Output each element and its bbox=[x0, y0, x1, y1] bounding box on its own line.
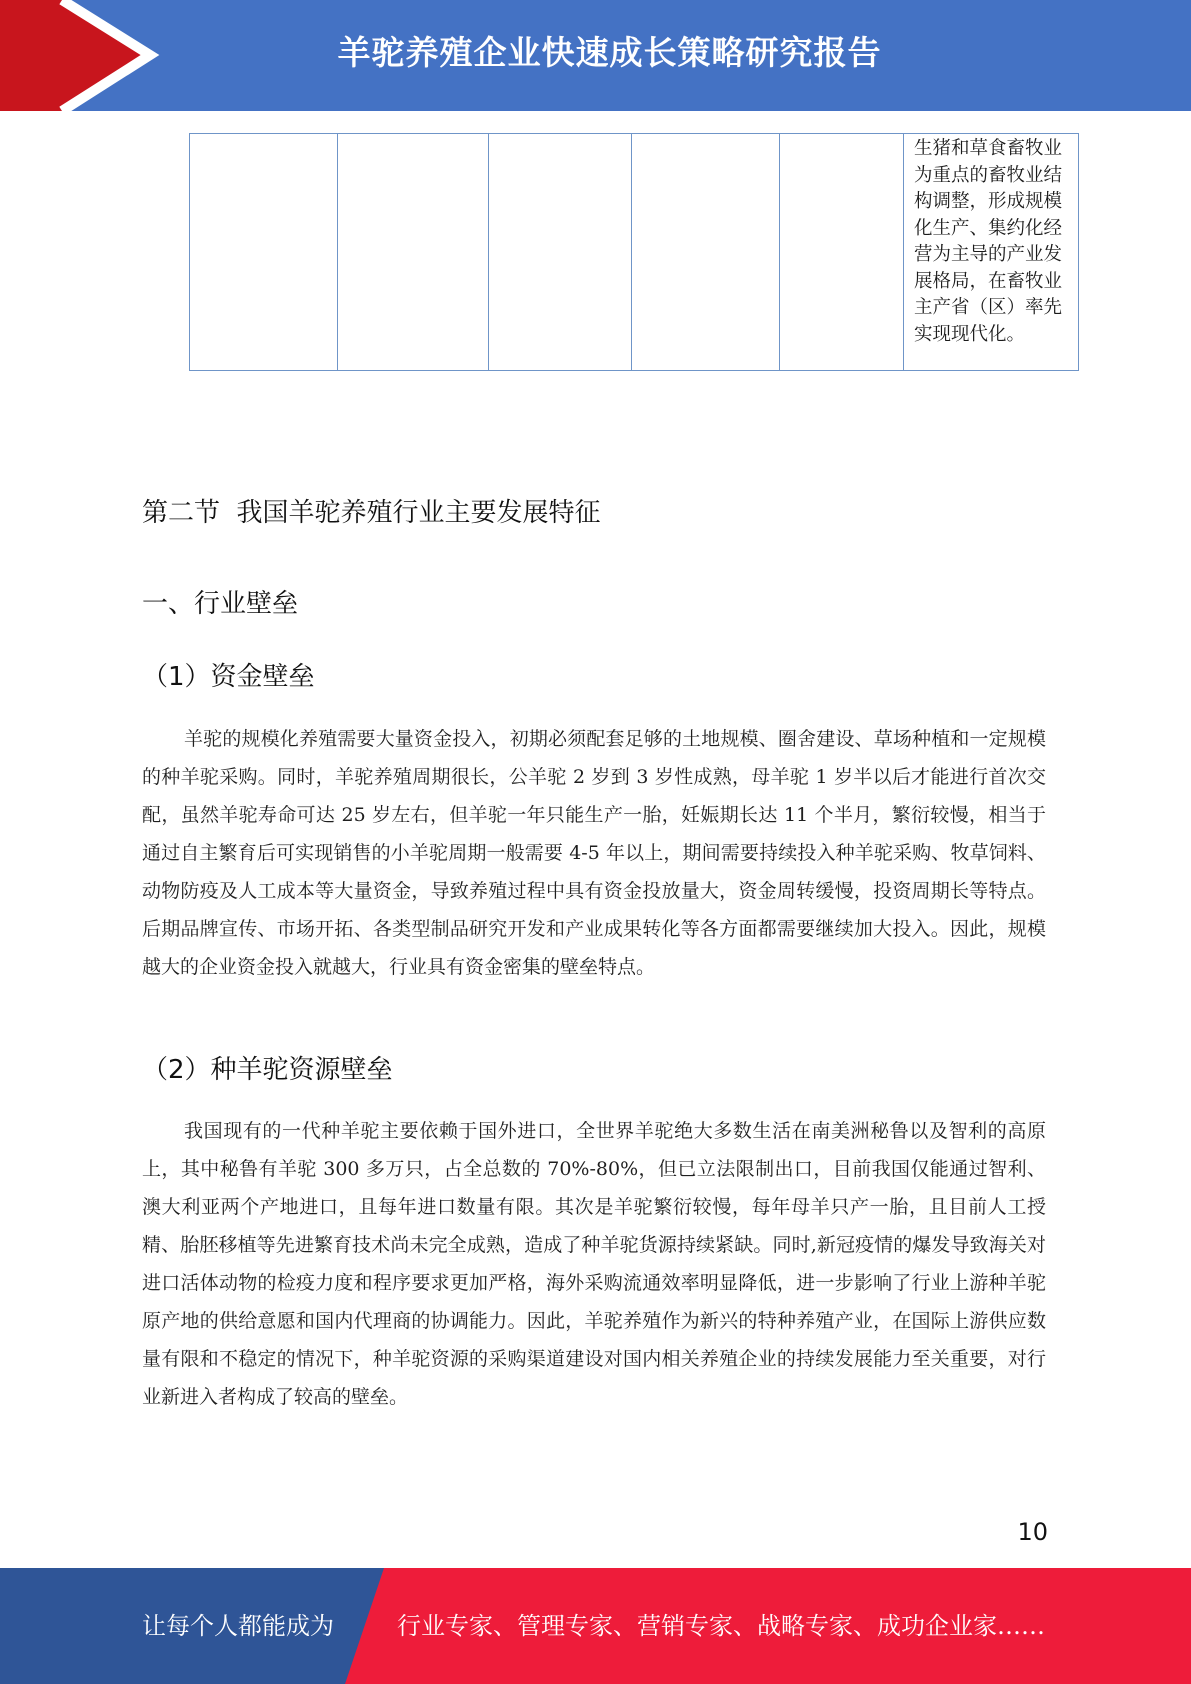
barrier-paragraph-breeding-stock: 我国现有的一代种羊驼主要依赖于国外进口，全世界羊驼绝大多数生活在南美洲秘鲁以及智利的高原上，其中秘鲁有羊驼 300 多万只，占全总数的 70%-80%，但已立法限制出口，目前我国仅能通过智利、澳大利亚两个产地进口，且每年进口数量有限。其次是羊驼繁衍较慢，每年母羊只产一胎，且目前人工授精、胎胚移植等先进繁育技术尚未完全成熟，造成了种羊驼货源持续紧缺。同时,新冠疫情的爆发导致海关对进口活体动物的检疫力度和程序要求更加严格，海外采购流通效率明显降低，进一步影响了行业上游种羊驼原产地的供给意愿和国内代理商的协调能力。因此，羊驼养殖作为新兴的特种养殖产业，在国际上游供应数量有限和不稳定的情况下，种羊驼资源的采购渠道建设对国内相关养殖企业的持续发展能力至关重要，对行业新进入者构成了较高的壁垒。 bbox=[142, 1120, 1046, 1408]
section-title: 第二节 我国羊驼养殖行业主要发展特征 bbox=[142, 498, 601, 528]
table-cell bbox=[904, 134, 1079, 371]
barrier-heading-capital: （1）资金壁垒 bbox=[142, 662, 315, 692]
table-fragment bbox=[189, 133, 1078, 371]
table-cell bbox=[338, 134, 489, 371]
table-cell bbox=[489, 134, 632, 371]
table-cell bbox=[632, 134, 780, 371]
footer-banner bbox=[0, 1568, 1191, 1684]
report-title: 羊驼养殖企业快速成长策略研究报告 bbox=[337, 33, 882, 72]
barrier-heading-breeding-stock: （2）种羊驼资源壁垒 bbox=[142, 1055, 393, 1085]
subsection-title: 一、行业壁垒 bbox=[142, 589, 299, 619]
table-cell-text: 生猪和草食畜牧业为重点的畜牧业结构调整，形成规模化生产、集约化经营为主导的产业发展格局，在畜牧业主产省（区）率先实现现代化。 bbox=[914, 138, 1063, 345]
table-cell bbox=[780, 134, 904, 371]
page-number: 10 bbox=[1017, 1518, 1048, 1546]
table-cell bbox=[190, 134, 338, 371]
policy-table bbox=[189, 133, 1079, 371]
footer-slogan-right: 行业专家、管理专家、营销专家、战略专家、成功企业家…… bbox=[397, 1612, 1045, 1640]
footer-slogan-left: 让每个人都能成为 bbox=[142, 1612, 334, 1640]
barrier-paragraph-capital: 羊驼的规模化养殖需要大量资金投入，初期必须配套足够的土地规模、圈舍建设、草场种植和一定规模的种羊驼采购。同时，羊驼养殖周期很长，公羊驼 2 岁到 3 岁性成熟，母羊驼 1 岁半以后才能进行首次交配，虽然羊驼寿命可达 25 岁左右，但羊驼一年只能生产一胎，妊娠期长达 11 个半月，繁衍较慢，相当于通过自主繁育后可实现销售的小羊驼周期一般需要 4-5 年以上，期间需要持续投入种羊驼采购、牧草饲料、动物防疫及人工成本等大量资金，导致养殖过程中具有资金投放量大，资金周转缓慢，投资周期长等特点。后期品牌宣传、市场开拓、各类型制品研究开发和产业成果转化等各方面都需要继续加大投入。因此，规模越大的企业资金投入就越大，行业具有资金密集的壁垒特点。 bbox=[142, 728, 1046, 978]
table-row bbox=[190, 134, 1079, 371]
header-banner bbox=[0, 0, 1191, 111]
